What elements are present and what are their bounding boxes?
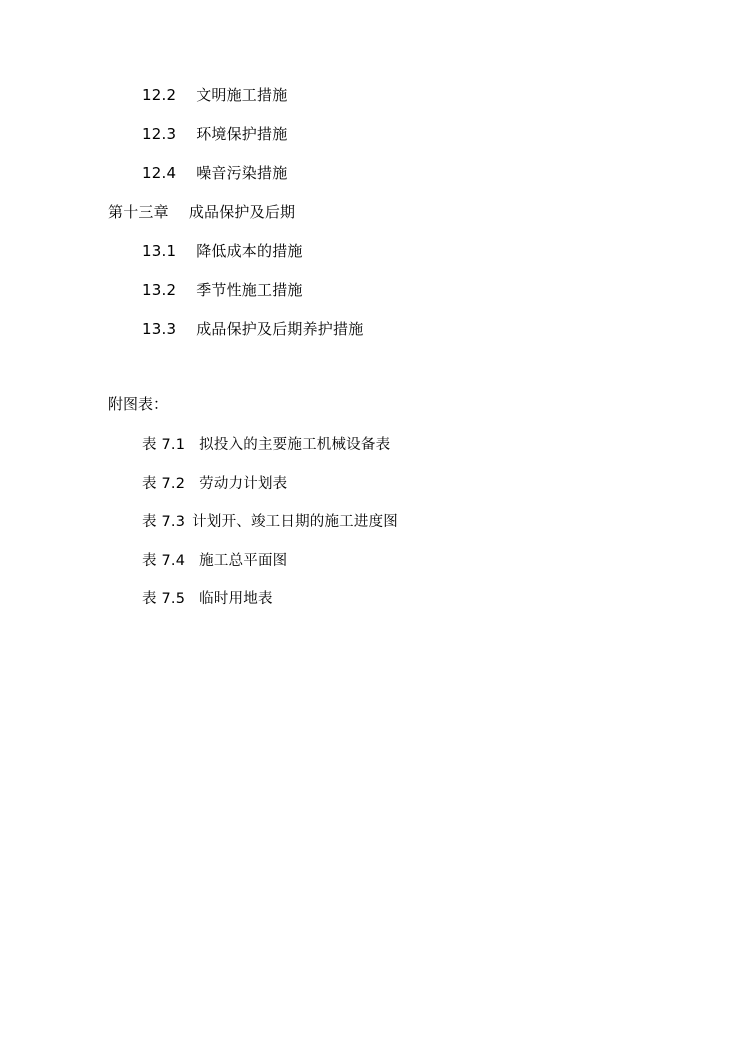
attachment-entry[interactable] xyxy=(142,515,638,530)
toc-entry-number: 12.3 xyxy=(142,125,177,143)
toc-entry-title: 噪音污染措施 xyxy=(196,164,288,182)
attachment-number: 表 7.3 xyxy=(142,514,186,530)
toc-entry[interactable] xyxy=(142,127,638,142)
attachments-header: 附图表： xyxy=(108,395,169,413)
toc-entry[interactable] xyxy=(142,166,638,181)
toc-entry-number: 13.1 xyxy=(142,242,177,260)
attachment-entry[interactable] xyxy=(142,592,638,607)
attachment-entry[interactable] xyxy=(142,554,638,569)
attachment-number: 表 7.1 xyxy=(142,437,186,453)
attachment-title: 劳动力计划表 xyxy=(199,475,288,492)
toc-entry[interactable] xyxy=(142,322,638,337)
section-divider xyxy=(108,361,638,397)
attachment-number: 表 7.4 xyxy=(142,552,186,569)
toc-entry[interactable] xyxy=(142,244,638,259)
toc-entry-title: 环境保护措施 xyxy=(196,125,288,143)
toc-content xyxy=(108,88,638,631)
attachment-number: 表 7.5 xyxy=(142,591,186,607)
toc-entry-number: 12.2 xyxy=(142,86,177,104)
attachment-entry[interactable] xyxy=(142,477,638,492)
toc-entry-number: 13.2 xyxy=(142,281,177,299)
toc-entry-chapter[interactable] xyxy=(108,205,638,220)
toc-entry[interactable] xyxy=(142,88,638,103)
attachment-title: 计划开、竣工日期的施工进度图 xyxy=(192,514,398,530)
toc-entry-number: 12.4 xyxy=(142,164,177,182)
attachment-entry[interactable] xyxy=(142,438,638,453)
toc-entry-title: 文明施工措施 xyxy=(196,86,288,104)
attachment-number: 表 7.2 xyxy=(142,475,186,492)
toc-entry-title: 季节性施工措施 xyxy=(196,281,303,299)
attachment-title: 临时用地表 xyxy=(199,591,273,607)
toc-entry-number: 第十三章 xyxy=(108,203,169,221)
toc-entry-title: 成品保护及后期 xyxy=(188,203,296,221)
toc-entry-title: 降低成本的措施 xyxy=(196,242,303,260)
toc-entry-title: 成品保护及后期养护措施 xyxy=(196,320,364,338)
toc-entry[interactable] xyxy=(142,283,638,298)
toc-entry-number: 13.3 xyxy=(142,320,177,338)
attachment-title: 拟投入的主要施工机械设备表 xyxy=(199,437,391,453)
attachment-title: 施工总平面图 xyxy=(199,552,288,569)
